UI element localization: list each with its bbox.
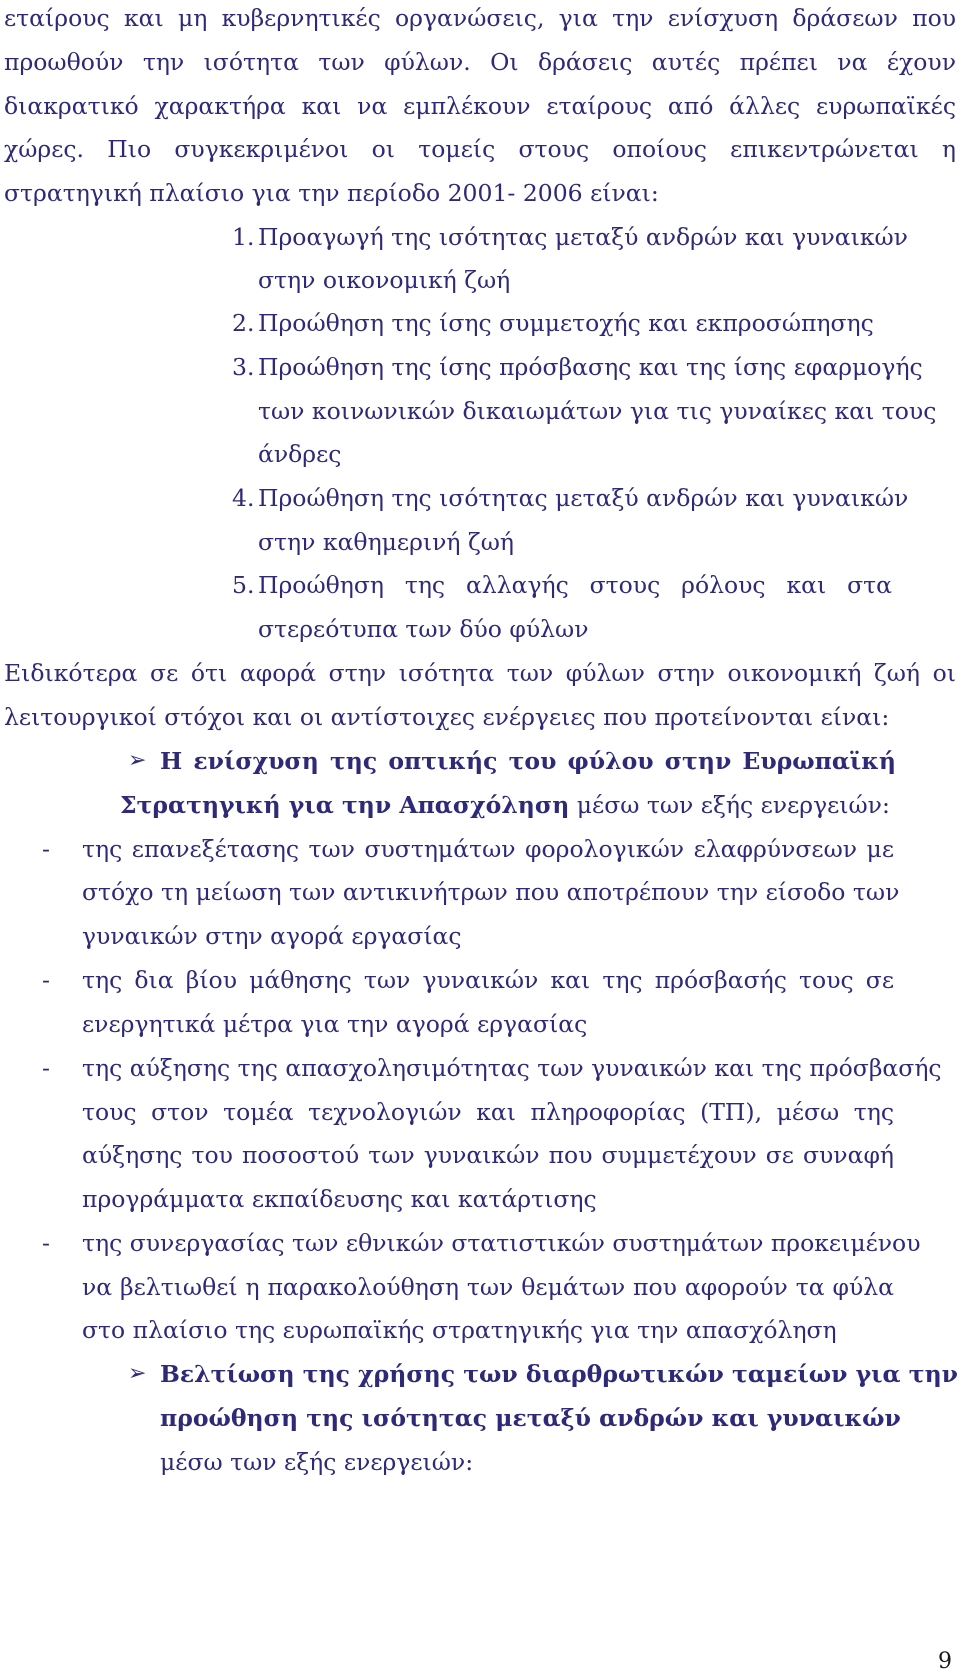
- section-heading-rest: μέσω των εξής ενεργειών:: [569, 791, 890, 819]
- section-heading: Η ενίσχυση της οπτικής του φύλου στην Ευρωπαϊκή: [160, 747, 896, 775]
- list-item-text: Προώθηση της ισότητας μεταξύ ανδρών και γυναικών: [258, 484, 909, 512]
- paragraph-line: Ειδικότερα σε ότι αφορά στην ισότητα των φύλων στην οικονομική ζωή οι: [4, 659, 956, 687]
- dash-item-text: ενεργητικά μέτρα για την αγορά εργασίας: [82, 1010, 588, 1038]
- page-number: 9: [938, 1649, 952, 1674]
- list-item-text: άνδρες: [258, 440, 342, 468]
- list-item-text: Προώθηση της αλλαγής στους ρόλους και στα: [258, 571, 892, 599]
- intro-line: στρατηγική πλαίσιο για την περίοδο 2001- 2006 είναι:: [4, 179, 659, 207]
- list-item-text: Προαγωγή της ισότητας μεταξύ ανδρών και γυναικών: [258, 223, 908, 251]
- list-number: 5.: [232, 571, 255, 599]
- section-heading: Βελτίωση της χρήσης των διαρθρωτικών ταμείων για την: [160, 1360, 958, 1388]
- dash-item-text: της συνεργασίας των εθνικών στατιστικών συστημάτων προκειμένου: [82, 1229, 921, 1257]
- list-item-text: Προώθηση της ίσης πρόσβασης και της ίσης εφαρμογής: [258, 353, 923, 381]
- intro-line: προωθούν την ισότητα των φύλων. Οι δράσεις αυτές πρέπει να έχουν: [4, 48, 956, 76]
- list-number: 3.: [232, 353, 255, 381]
- list-item-text: στερεότυπα των δύο φύλων: [258, 615, 589, 643]
- section-heading: προώθηση της ισότητας μεταξύ ανδρών και γυναικών: [160, 1404, 901, 1432]
- list-item-text: των κοινωνικών δικαιωμάτων για τις γυναίκες και τους: [258, 397, 937, 425]
- dash-marker: -: [42, 1054, 50, 1082]
- dash-marker: -: [42, 1229, 50, 1257]
- intro-line: διακρατικό χαρακτήρα και να εμπλέκουν εταίρους από άλλες ευρωπαϊκές: [4, 92, 956, 120]
- section-heading-continuation: μέσω των εξής ενεργειών:: [160, 1448, 474, 1476]
- dash-item-text: της δια βίου μάθησης των γυναικών και της πρόσβασής τους σε: [82, 966, 894, 994]
- list-number: 1.: [232, 223, 255, 251]
- intro-line: χώρες. Πιο συγκεκριμένοι οι τομείς στους οποίους επικεντρώνεται η: [4, 135, 956, 163]
- dash-item-text: στο πλαίσιο της ευρωπαϊκής στρατηγικής για την απασχόληση: [82, 1316, 837, 1344]
- dash-item-text: αύξησης του ποσοστού των γυναικών που συμμετέχουν σε συναφή: [82, 1141, 894, 1169]
- list-item-text: στην καθημερινή ζωή: [258, 528, 514, 556]
- section-heading-bold: Στρατηγική για την Απασχόληση: [120, 791, 570, 819]
- list-item-text: στην οικονομική ζωή: [258, 266, 511, 294]
- list-number: 4.: [232, 484, 255, 512]
- dash-item-text: προγράμματα εκπαίδευσης και κατάρτισης: [82, 1185, 597, 1213]
- section-heading-continuation: [120, 790, 890, 820]
- intro-line: εταίρους και μη κυβερνητικές οργανώσεις, για την ενίσχυση δράσεων που: [4, 4, 956, 32]
- arrow-bullet-icon: ➢: [128, 748, 147, 773]
- dash-item-text: της επανεξέτασης των συστημάτων φορολογικών ελαφρύνσεων με: [82, 835, 894, 863]
- dash-item-text: στόχο τη μείωση των αντικινήτρων που αποτρέπουν την είσοδο των: [82, 878, 900, 906]
- dash-item-text: τους στον τομέα τεχνολογιών και πληροφορίας (ΤΠ), μέσω της: [82, 1098, 894, 1126]
- arrow-bullet-icon: ➢: [128, 1361, 147, 1386]
- dash-item-text: της αύξησης της απασχολησιμότητας των γυναικών και της πρόσβασής: [82, 1054, 942, 1082]
- dash-marker: -: [42, 835, 50, 863]
- dash-item-text: να βελτιωθεί η παρακολούθηση των θεμάτων που αφορούν τα φύλα: [82, 1273, 894, 1301]
- dash-item-text: γυναικών στην αγορά εργασίας: [82, 922, 462, 950]
- list-item-text: Προώθηση της ίσης συμμετοχής και εκπροσώπησης: [258, 309, 874, 337]
- dash-marker: -: [42, 966, 50, 994]
- paragraph-line: λειτουργικοί στόχοι και οι αντίστοιχες ενέργειες που προτείνονται είναι:: [4, 703, 890, 731]
- list-number: 2.: [232, 309, 255, 337]
